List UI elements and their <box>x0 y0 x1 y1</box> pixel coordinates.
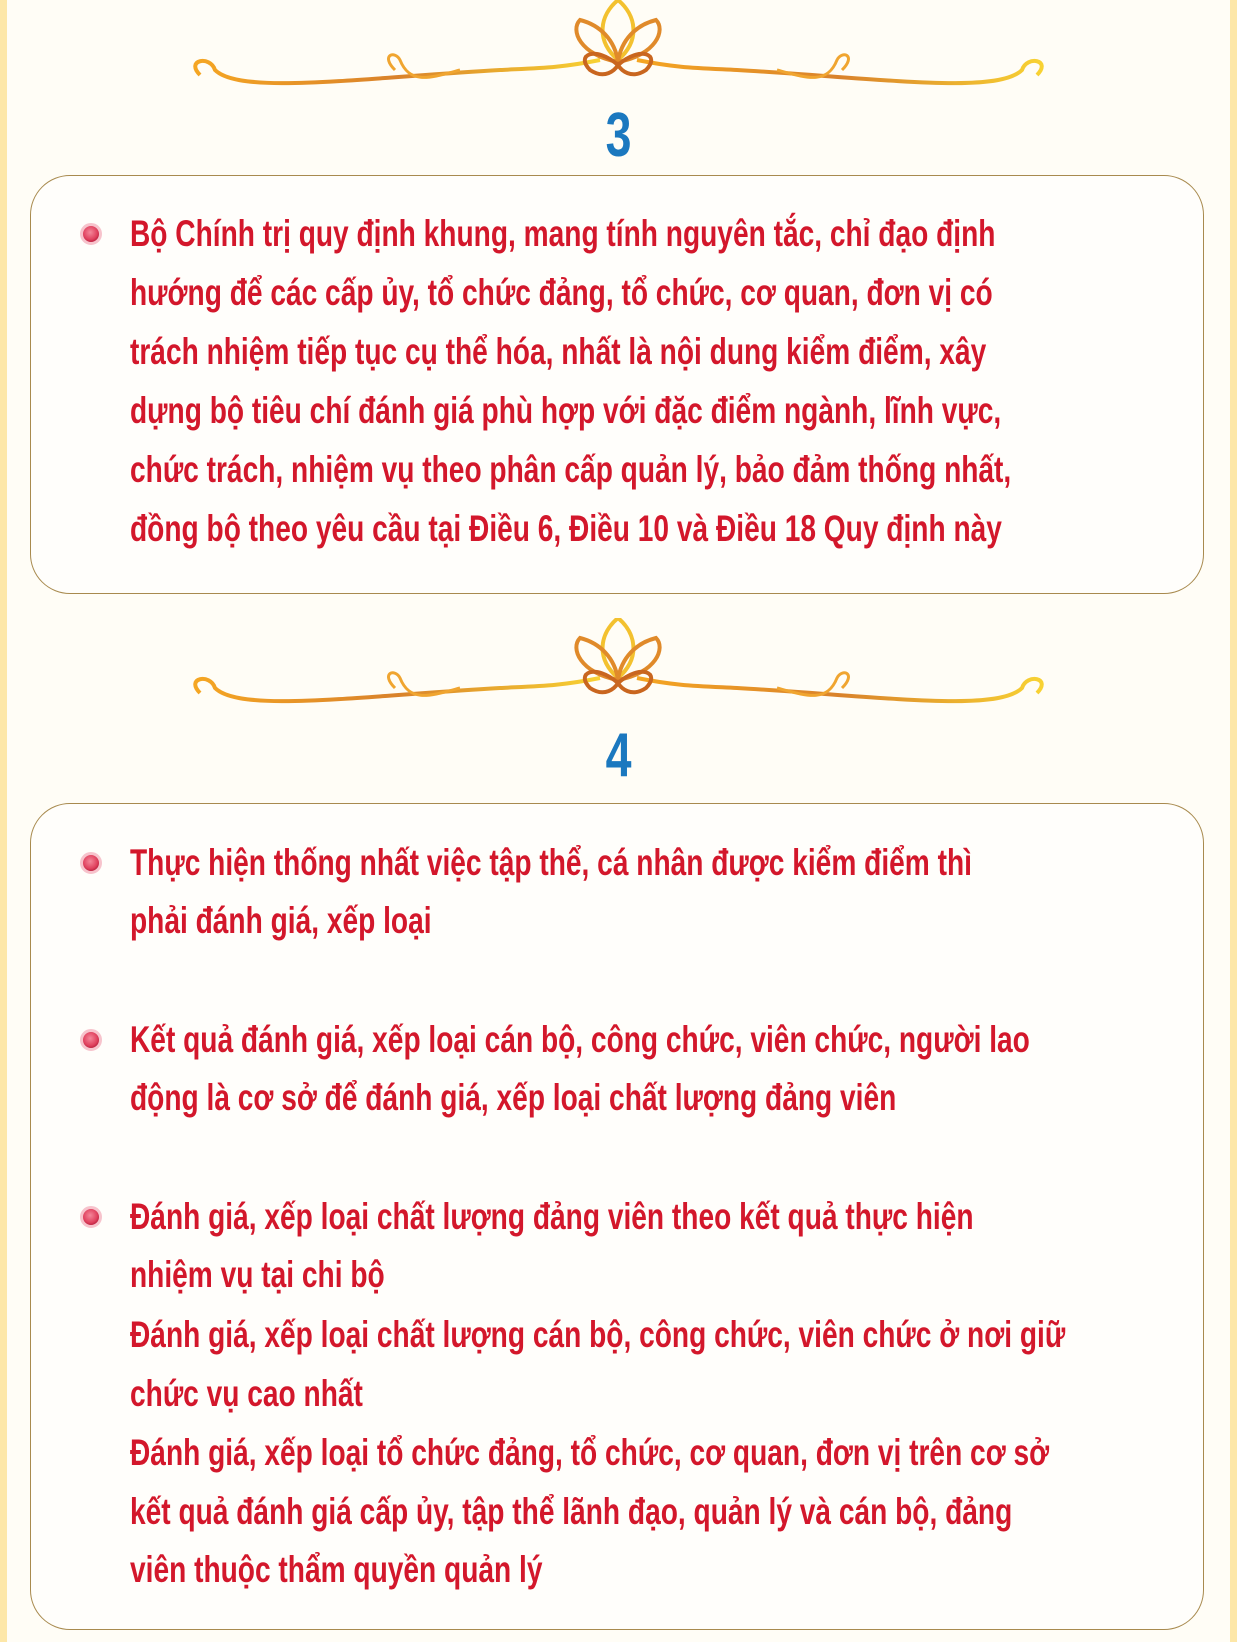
bullet-icon <box>80 852 102 874</box>
item-line: chức vụ cao nhất <box>130 1373 363 1414</box>
item-line: nhiệm vụ tại chi bộ <box>130 1254 385 1295</box>
lotus-ornament-icon <box>180 0 1057 105</box>
bullet-icon <box>80 1029 102 1051</box>
item-line: đồng bộ theo yêu cầu tại Điều 6, Điều 10 và Điều 18 Quy định này <box>130 508 1002 549</box>
item-line: phải đánh giá, xếp loại <box>130 900 432 941</box>
item-line: dựng bộ tiêu chí đánh giá phù hợp với đặc điểm ngành, lĩnh vực, <box>130 390 1002 431</box>
item-line: Thực hiện thống nhất việc tập thể, cá nhân được kiểm điểm thì <box>130 842 972 883</box>
item-line: trách nhiệm tiếp tục cụ thể hóa, nhất là nội dung kiểm điểm, xây <box>130 331 987 372</box>
item-line: kết quả đánh giá cấp ủy, tập thể lãnh đạo, quản lý và cán bộ, đảng <box>130 1491 1013 1532</box>
lotus-ornament-icon <box>180 618 1057 723</box>
left-border-strip <box>0 0 7 1642</box>
section-number: 3 <box>605 101 632 170</box>
item-line: hướng để các cấp ủy, tổ chức đảng, tổ chức, cơ quan, đơn vị có <box>130 272 993 313</box>
bullet-icon <box>80 1206 102 1228</box>
item-line: Kết quả đánh giá, xếp loại cán bộ, công chức, viên chức, người lao <box>130 1019 1030 1060</box>
item-line: động là cơ sở để đánh giá, xếp loại chất lượng đảng viên <box>130 1077 897 1118</box>
item-line: viên thuộc thẩm quyền quản lý <box>130 1549 543 1590</box>
bullet-icon <box>80 223 102 245</box>
section-number: 4 <box>605 721 632 790</box>
item-line: Đánh giá, xếp loại tổ chức đảng, tổ chức, cơ quan, đơn vị trên cơ sở <box>130 1432 1050 1473</box>
right-border-strip <box>1230 0 1237 1642</box>
item-line: Đánh giá, xếp loại chất lượng cán bộ, công chức, viên chức ở nơi giữ <box>130 1314 1066 1355</box>
item-line: Đánh giá, xếp loại chất lượng đảng viên theo kết quả thực hiện <box>130 1196 974 1237</box>
item-line: chức trách, nhiệm vụ theo phân cấp quản lý, bảo đảm thống nhất, <box>130 449 1012 490</box>
item-line: Bộ Chính trị quy định khung, mang tính nguyên tắc, chỉ đạo định <box>130 213 996 254</box>
